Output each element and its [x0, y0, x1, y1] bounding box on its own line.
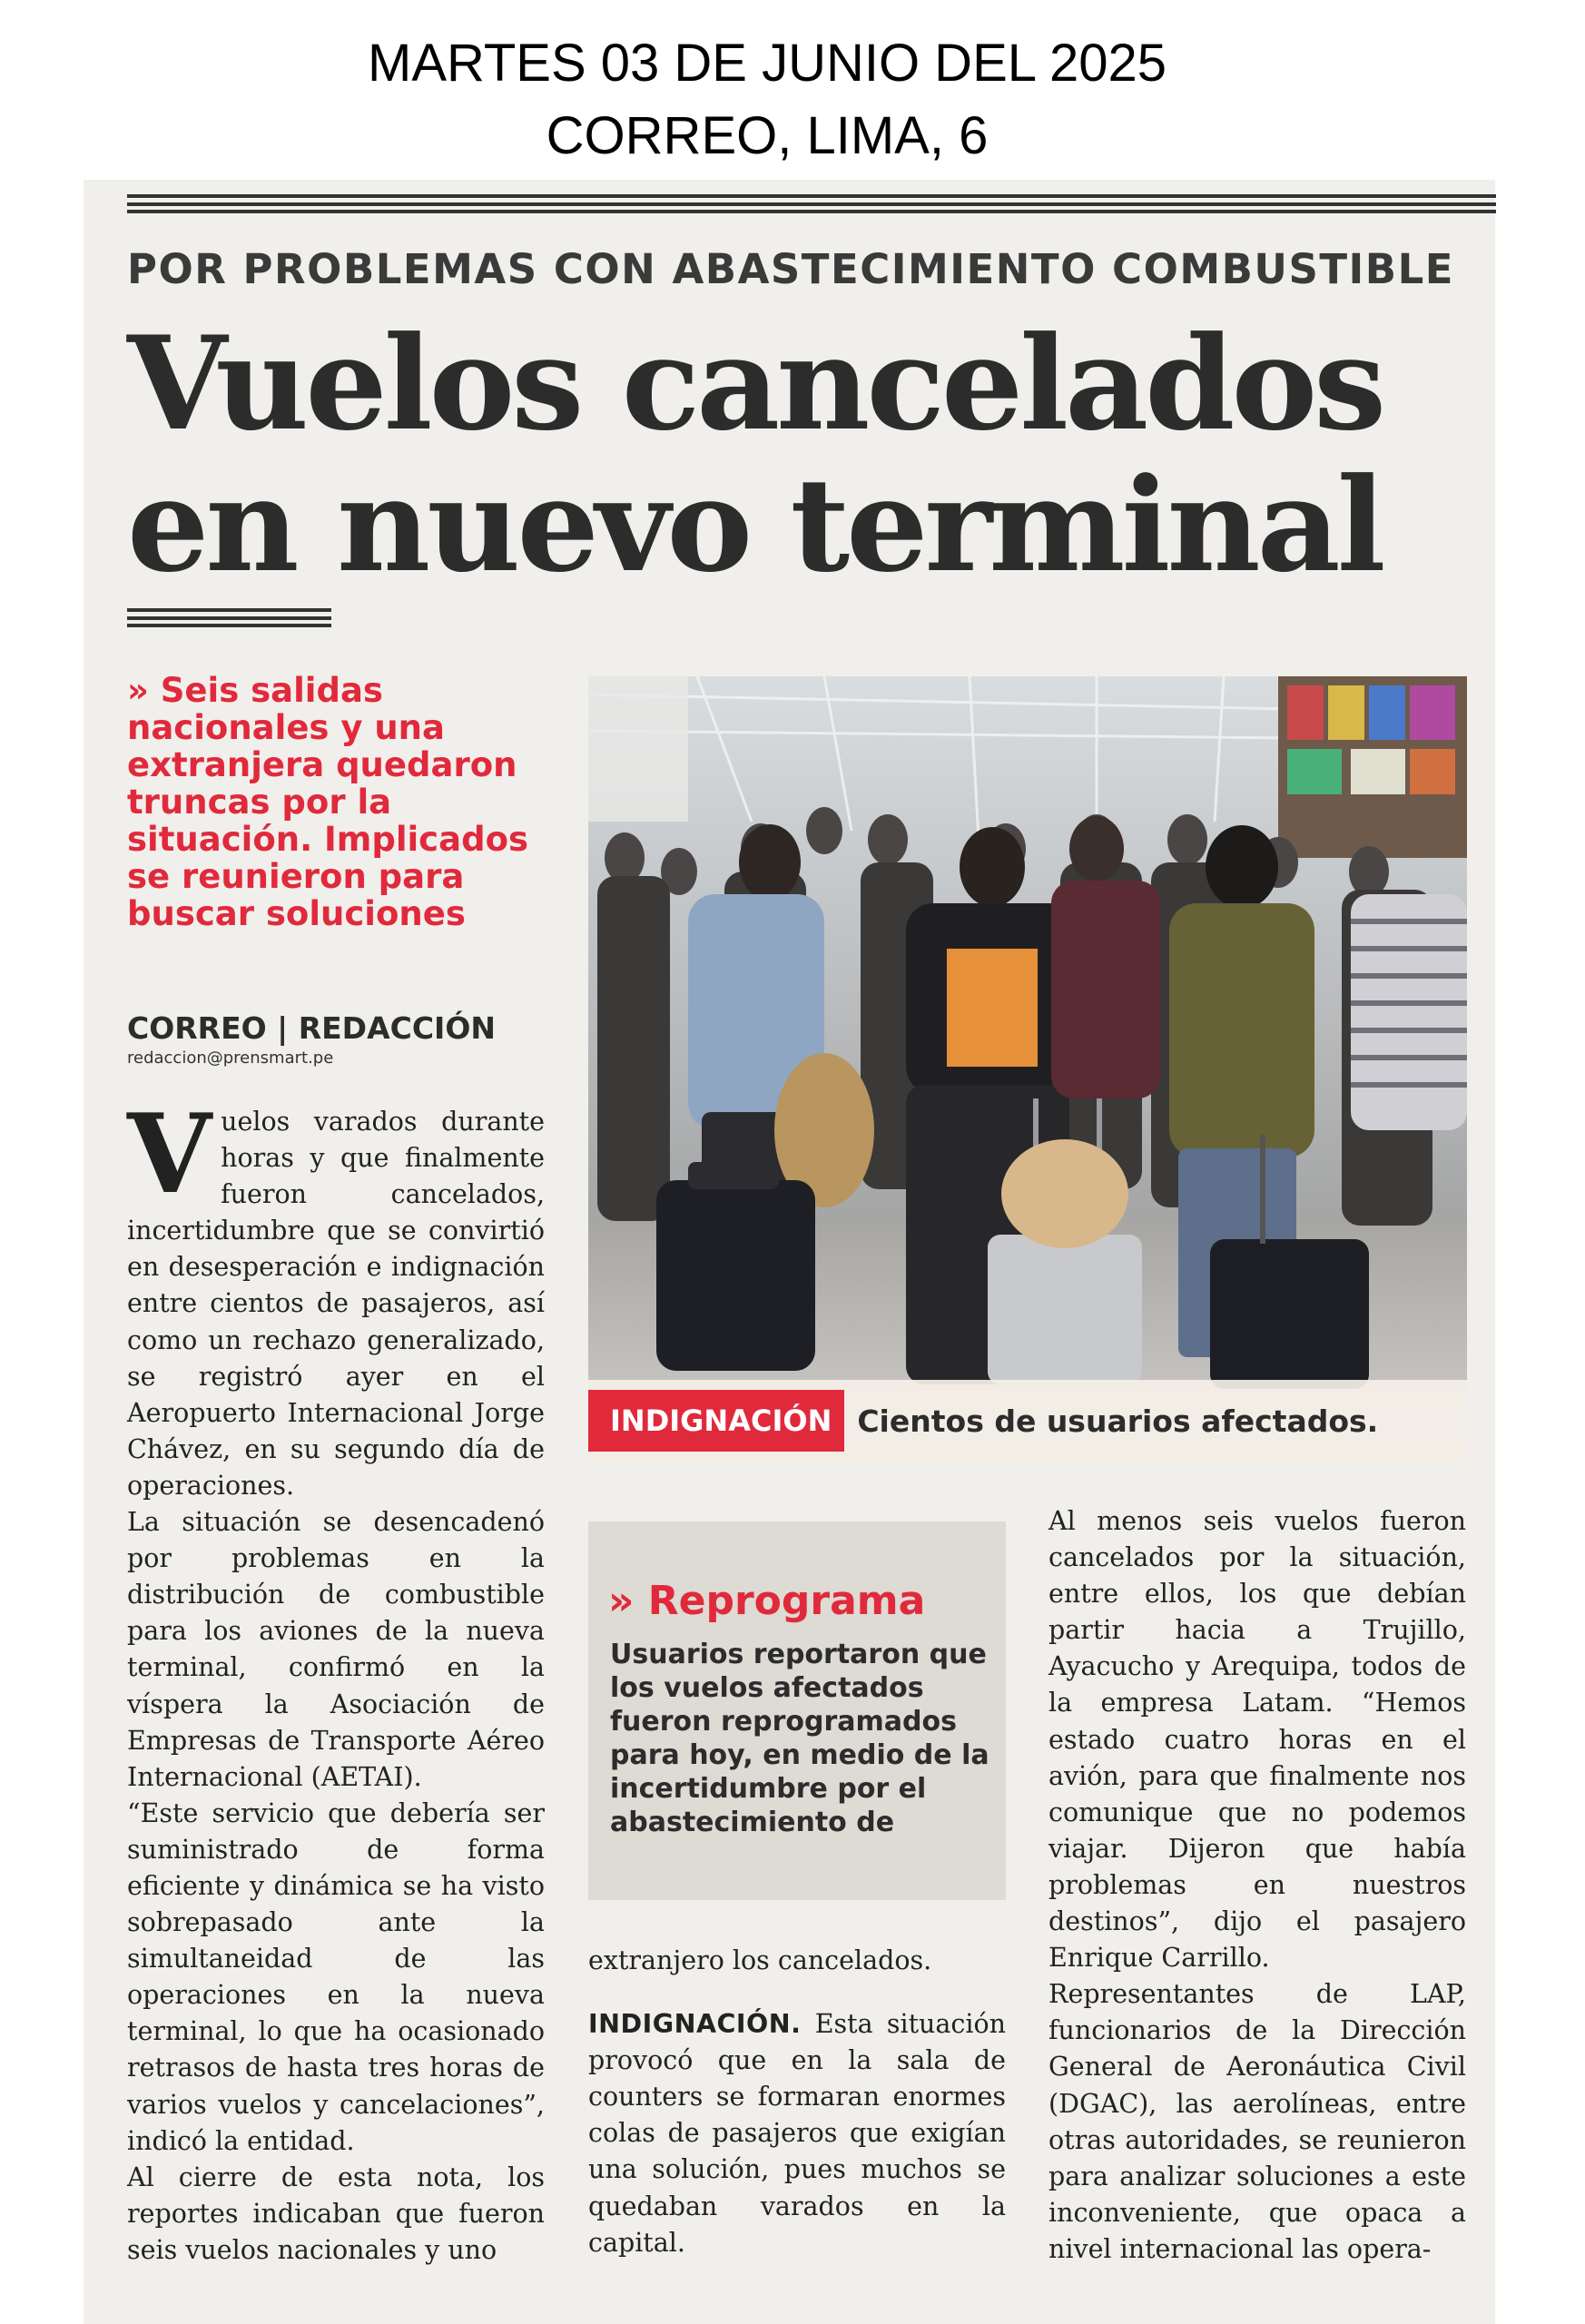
paragraph: extranjero los cancelados.	[588, 1945, 932, 1975]
column-3	[1048, 1503, 1466, 2268]
caption-tag: INDIGNACIÓN	[588, 1390, 844, 1452]
headline-line-1: Vuelos cancelados	[127, 309, 1383, 459]
column-1	[127, 1090, 545, 2269]
headline-line-2: en nuevo terminal	[127, 450, 1383, 601]
paragraph-intro-text: uelos varados durante horas y que finalmente fueron cancelados, incertidumbre que se convirtió en desesperación e indignación entre cientos de pasajeros, así como un rechazo generalizado, se registró ayer en el Aeropuerto Internacional Jorge Chávez, en su segundo día de operaciones.	[127, 1107, 545, 1501]
column-2	[588, 1943, 1006, 2261]
byline-email: redaccion@prensmart.pe	[127, 1049, 334, 1068]
sidebar-box-text: Usuarios reportaron que los vuelos afectados fueron reprogramados para hoy, en medio de la incertidumbre por el abastecimiento de	[610, 1639, 989, 1838]
source-line: CORREO, LIMA, 6	[546, 106, 989, 165]
headline	[127, 309, 1489, 601]
sidebar-box	[588, 1521, 1006, 1900]
paragraph-text: Esta situación provocó que en la sala de counters se formaran enormes colas de pasajeros que exigían una solución, pues muchos se quedaban varados en la capital.	[588, 2009, 1006, 2258]
top-rule	[127, 194, 1496, 213]
paragraph-quote: “Este servicio que debería ser suministrado de forma eficiente y dinámica se ha visto sobrepasado ante la simultaneidad de las operaciones en la nueva terminal, lo que ha ocasionado retrasos de hasta tres horas de varios vuelos y cancelaciones”, indicó la entidad.	[127, 1797, 545, 2156]
date-line: MARTES 03 DE JUNIO DEL 2025	[368, 34, 1167, 93]
kicker: POR PROBLEMAS CON ABASTECIMIENTO COMBUSTIBLE	[127, 245, 1455, 293]
drop-cap: V	[127, 1090, 212, 1218]
deck-summary: » Seis salidas nacionales y una extranjera quedaron truncas por la situación. Implicados se reunieron para buscar soluciones	[127, 671, 529, 933]
photo-caption	[588, 1380, 1467, 1462]
paragraph-quote: Al menos seis vuelos fueron cancelados por la situación, entre ellos, los que debían partir hacia a Trujillo, Ayacucho y Arequipa, todos de la empresa Latam. “Hemos estado cuatro horas en el avión, para que finalmente nos comunique que no podemos viajar. Dijeron que había problemas en nuestros destinos”, dijo el pasajero Enrique Carrillo.	[1048, 1506, 1466, 1974]
paragraph-intro	[127, 1090, 545, 1504]
crowd-photo	[588, 676, 1467, 1462]
paragraph-subhead	[588, 2006, 1006, 2261]
caption-text: Cientos de usuarios afectados.	[857, 1403, 1379, 1439]
byline: CORREO | REDACCIÓN	[127, 1010, 496, 1046]
paragraph: La situación se desencadenó por problemas en la distribución de combustible para los aviones de la nueva terminal, confirmó en la víspera la Asociación de Empresas de Transporte Aéreo Internacional (AETAI).	[127, 1507, 545, 1792]
clipping-header	[0, 27, 1534, 172]
subhead-lead: INDIGNACIÓN.	[588, 2009, 802, 2040]
sidebar-box-title: » Reprograma	[608, 1578, 926, 1624]
paragraph: Representantes de LAP, funcionarios de la Dirección General de Aeronáutica Civil (DGAC), las aerolíneas, entre otras autoridades, se reunieron para analizar soluciones a este inconveniente, que opaca a nivel internacional las opera-	[1048, 1979, 1466, 2264]
paragraph: Al cierre de esta nota, los reportes indicaban que fueron seis vuelos nacionales y uno	[127, 2162, 545, 2265]
headline-rule	[127, 608, 331, 627]
